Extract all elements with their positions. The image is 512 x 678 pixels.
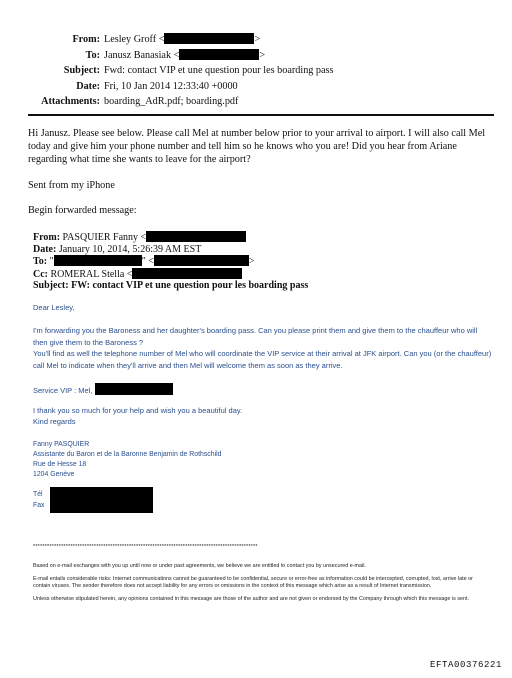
redaction-box [164,33,254,44]
header-date-row [0,79,512,95]
contact-block [33,490,493,512]
fwd-to-label: To: [33,256,48,268]
email-header [0,32,512,110]
signature-name: Fanny PASQUIER [33,440,90,448]
message-line-2: You'll find as well the telephone number of Mel who will coordinate the VIP service at their arrival at JFK airport. Can you (or the chauffeur) call Mel to indicate when they'll arrive and then Mel will welcome them as soon as they arrive. [33,349,492,370]
email-body [28,127,498,229]
greeting: Dear Lesley, [33,303,75,312]
message-line-1: I'm forwarding you the Baroness and her daughter's boarding pass. Can you please print them and give them to the chauffeur who will then give them to the Baroness ? [33,326,478,347]
begin-forwarded-line: Begin forwarded message: [28,204,137,216]
header-date-label: Date: [76,80,100,92]
header-subject-label: Subject: [63,65,100,76]
redaction-box [179,49,259,60]
fwd-date-value: January 10, 2014, 5:26:39 AM EST [58,243,202,255]
body-paragraph: Hi Janusz. Please see below. Please call Mel at number below prior to your arrival to airport. I will also call Mel today and give him your phone number and tell him so he knows who you are! Did you hear from Ariane regarding what time she wants to leave for the airport? [28,128,486,166]
header-subject-value: Fwd: contact VIP et une question pour les boarding pass [104,65,334,76]
regards-line: Kind regards [33,417,76,427]
fwd-date-label: Date: [33,243,57,255]
fwd-from-value: PASQUIER Fanny < [62,232,147,243]
thanks-line: I thank you so much for your help and wish you a beautiful day. [33,405,243,415]
angle-bracket: > [248,256,255,268]
header-date-value: Fri, 10 Jan 2014 12:33:40 +0000 [104,80,238,92]
fwd-subject-value: FW: contact VIP et une question pour les boarding pass [71,280,309,292]
redaction-box [146,231,246,242]
quote-mark: " [49,256,54,268]
tel-label: Tél [33,491,43,499]
fwd-date-row [33,244,493,256]
disclaimer-paragraph-1: Based on e-mail exchanges with you up until now or under past agreements, we believe we are entitled to contact you by unsecured e-mail. [33,563,366,569]
service-vip-line [33,383,493,397]
signature-city: 1204 Genève [33,471,75,479]
fax-label: Fax [33,501,45,509]
redaction-box [132,268,242,279]
forwarded-message [33,302,493,512]
forwarded-header [33,231,493,292]
fwd-from-row [33,231,493,244]
signature [33,440,493,513]
sent-from-line: Sent from my iPhone [28,179,115,191]
angle-bracket: > [259,49,266,61]
header-divider [28,114,494,116]
fwd-cc-value: ROMERAL Stella < [50,268,133,280]
signature-street: Rue de Hesse 18 [33,460,87,468]
fwd-subject-label: Subject: [33,280,69,292]
fwd-to-row [33,255,493,268]
header-to-row [0,48,512,64]
signature-title: Assistante du Baron et de la Baronne Benjamin de Rothschild [33,450,222,458]
header-attachments-row [0,94,512,110]
redaction-box [95,383,173,395]
header-from-label: From: [72,34,100,45]
fwd-subject-row [33,280,493,292]
header-from-row [0,32,512,48]
header-from-name: Lesley Groff < [104,34,165,45]
header-to-value [104,48,265,64]
fwd-cc-row [33,268,493,281]
service-vip-label: Service VIP : Mel, [33,386,93,396]
disclaimer-paragraph-2: E-mail entails considerable risks: Internet communications cannot be guaranteed to be confidential, secure or error-free as information could be intercepted, corrupted, lost, arrive late or contain viruses. The sender therefore does not accept liability for any errors or omissions in the context of this message which arise as a result of Internet transmission. [33,575,473,590]
header-subject-row [0,63,512,79]
header-from-value [104,32,260,48]
fwd-from-label: From: [33,232,61,243]
fwd-cc-label: Cc: [33,268,48,280]
header-attachments-value[interactable]: boarding_AdR.pdf; boarding.pdf [104,96,239,107]
redaction-box [154,255,249,266]
fwd-to-mid: " < [141,256,154,268]
redaction-box [50,487,153,513]
header-to-label: To: [85,49,100,61]
header-attachments-label: Attachments: [41,96,100,107]
disclaimer-paragraph-3: Unless otherwise stipulated herein, any opinions contained in this message are those of the author and are not given or endorsed by the Company through which this message is sent. [33,595,470,602]
redaction-box [54,255,142,266]
angle-bracket: > [254,34,261,45]
document-id: EFTA00376221 [429,660,502,670]
header-to-name: Janusz Banasiak < [104,49,180,61]
disclaimer [33,563,488,608]
disclaimer-separator: ************************************************************************************************ [33,544,258,550]
